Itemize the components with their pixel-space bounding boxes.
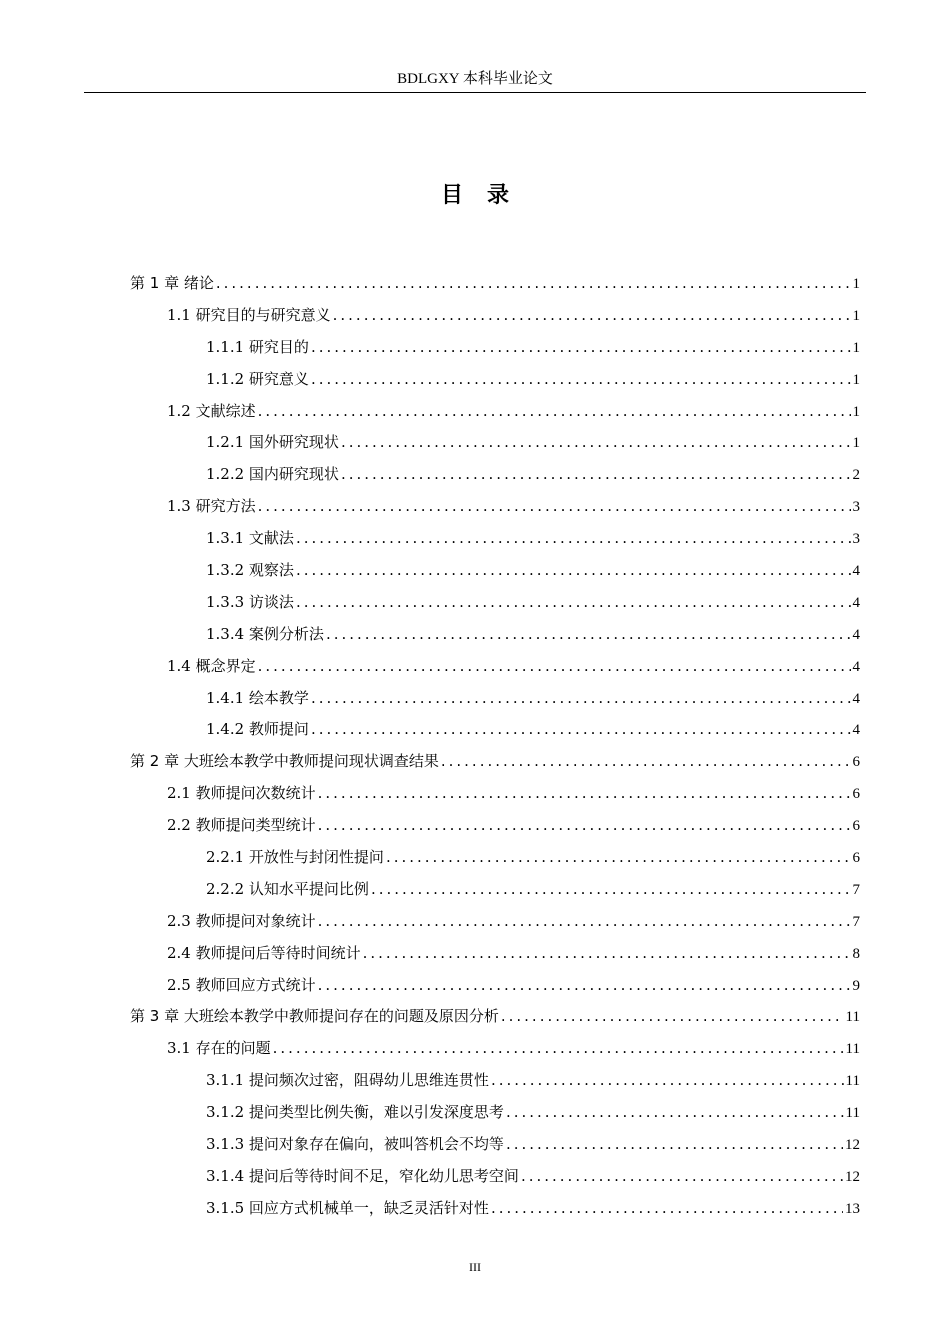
toc-entry-label: 3.1.3 提问对象存在偏向，被叫答机会不均等	[206, 1135, 504, 1154]
toc-leader-dots	[341, 427, 851, 459]
toc-entry-page: 3	[852, 499, 860, 516]
toc-leader-dots	[216, 268, 851, 300]
toc-entry-page: 12	[845, 1137, 860, 1154]
toc-entry[interactable]	[130, 746, 860, 778]
toc-entry-label: 第 1 章 绪论	[130, 274, 214, 292]
toc-leader-dots	[491, 1065, 844, 1097]
toc-entry-page: 2	[852, 467, 860, 484]
page-number: III	[469, 1260, 481, 1274]
page-title: 目录	[440, 183, 533, 208]
table-of-contents	[130, 268, 860, 1225]
toc-entry-label: 3.1.5 回应方式机械单一，缺乏灵活针对性	[206, 1198, 489, 1217]
toc-entry-page: 6	[852, 850, 860, 867]
toc-leader-dots	[521, 1161, 843, 1193]
toc-entry[interactable]	[130, 714, 860, 746]
toc-leader-dots	[333, 300, 851, 332]
toc-entry-page: 6	[852, 818, 860, 835]
toc-entry-label: 1.3.2 观察法	[206, 561, 294, 580]
toc-entry[interactable]	[130, 778, 860, 810]
toc-entry-page: 1	[852, 339, 860, 356]
toc-entry-page: 11	[845, 1073, 860, 1090]
toc-leader-dots	[341, 459, 851, 491]
toc-entry[interactable]	[130, 268, 860, 300]
toc-leader-dots	[258, 651, 851, 683]
toc-leader-dots	[506, 1097, 844, 1129]
toc-entry-label: 2.1 教师提问次数统计	[167, 784, 316, 803]
toc-entry[interactable]	[130, 300, 860, 332]
toc-entry-label: 1.3 研究方法	[167, 497, 256, 516]
toc-entry-label: 1.1.2 研究意义	[206, 369, 309, 388]
toc-leader-dots	[441, 746, 851, 778]
toc-leader-dots	[311, 364, 851, 396]
toc-leader-dots	[296, 523, 851, 555]
toc-leader-dots	[318, 810, 851, 842]
toc-entry-label: 1.1 研究目的与研究意义	[167, 305, 331, 324]
toc-entry[interactable]	[130, 1033, 860, 1065]
toc-entry-label: 2.5 教师回应方式统计	[167, 975, 316, 994]
toc-entry-label: 3.1.1 提问频次过密，阻碍幼儿思维连贯性	[206, 1071, 489, 1090]
toc-leader-dots	[258, 491, 851, 523]
toc-entry-label: 2.3 教师提问对象统计	[167, 911, 316, 930]
toc-entry-label: 1.2.2 国内研究现状	[206, 465, 339, 484]
toc-entry-label: 2.2.1 开放性与封闭性提问	[206, 848, 384, 867]
toc-entry-label: 2.2.2 认知水平提问比例	[206, 879, 369, 898]
toc-entry-page: 3	[852, 531, 860, 548]
toc-entry[interactable]	[130, 1193, 860, 1225]
toc-entry[interactable]	[130, 396, 860, 428]
toc-entry-label: 2.2 教师提问类型统计	[167, 816, 316, 835]
toc-entry-page: 1	[852, 403, 860, 420]
toc-leader-dots	[311, 714, 851, 746]
toc-leader-dots	[371, 874, 851, 906]
toc-entry-page: 4	[852, 626, 860, 643]
toc-leader-dots	[318, 906, 851, 938]
toc-leader-dots	[318, 970, 851, 1002]
toc-entry[interactable]	[130, 523, 860, 555]
toc-leader-dots	[273, 1033, 844, 1065]
toc-entry-page: 13	[845, 1200, 860, 1217]
toc-entry-page: 1	[852, 276, 860, 292]
toc-leader-dots	[296, 587, 851, 619]
toc-entry[interactable]	[130, 651, 860, 683]
toc-leader-dots	[326, 619, 851, 651]
toc-entry-page: 7	[852, 913, 860, 930]
toc-entry[interactable]	[130, 459, 860, 491]
toc-entry-page: 6	[852, 786, 860, 803]
toc-entry[interactable]	[130, 1065, 860, 1097]
toc-entry-page: 6	[852, 754, 860, 771]
toc-entry[interactable]	[130, 842, 860, 874]
toc-entry-page: 1	[852, 371, 860, 388]
page-header: BDLGXY 本科毕业论文	[84, 66, 866, 93]
toc-entry[interactable]	[130, 619, 860, 651]
toc-leader-dots	[491, 1193, 843, 1225]
toc-entry[interactable]	[130, 810, 860, 842]
toc-leader-dots	[311, 683, 851, 715]
toc-entry-page: 11	[845, 1009, 860, 1026]
toc-leader-dots	[318, 778, 851, 810]
toc-entry[interactable]	[130, 1097, 860, 1129]
toc-entry-label: 3.1.2 提问类型比例失衡，难以引发深度思考	[206, 1103, 504, 1122]
toc-leader-dots	[506, 1129, 843, 1161]
toc-leader-dots	[258, 396, 851, 428]
toc-entry-label: 1.2.1 国外研究现状	[206, 433, 339, 452]
toc-entry-page: 4	[852, 594, 860, 611]
toc-entry-page: 4	[852, 563, 860, 580]
toc-entry-page: 4	[852, 722, 860, 739]
toc-entry-label: 1.4.1 绘本教学	[206, 688, 309, 707]
toc-entry-label: 第 3 章 大班绘本教学中教师提问存在的问题及原因分析	[130, 1007, 499, 1026]
toc-entry-page: 1	[852, 307, 860, 324]
toc-entry[interactable]	[130, 1161, 860, 1193]
toc-entry-page: 8	[852, 945, 860, 962]
toc-entry-label: 1.3.1 文献法	[206, 529, 294, 548]
toc-entry[interactable]	[130, 555, 860, 587]
toc-entry[interactable]	[130, 683, 860, 715]
toc-leader-dots	[296, 555, 851, 587]
toc-entry-label: 1.3.3 访谈法	[206, 592, 294, 611]
toc-entry-page: 11	[845, 1105, 860, 1122]
toc-entry[interactable]	[130, 906, 860, 938]
toc-entry-label: 1.3.4 案例分析法	[206, 624, 324, 643]
toc-entry-page: 4	[852, 690, 860, 707]
toc-entry-label: 第 2 章 大班绘本教学中教师提问现状调查结果	[130, 752, 439, 771]
toc-entry-label: 1.4.2 教师提问	[206, 720, 309, 739]
toc-entry-page: 11	[845, 1041, 860, 1058]
toc-entry[interactable]	[130, 491, 860, 523]
toc-entry-label: 3.1.4 提问后等待时间不足，窄化幼儿思考空间	[206, 1166, 519, 1185]
toc-entry[interactable]	[130, 970, 860, 1002]
toc-entry[interactable]	[130, 938, 860, 970]
toc-entry[interactable]	[130, 1001, 860, 1033]
toc-entry-page: 4	[852, 658, 860, 675]
toc-leader-dots	[501, 1001, 844, 1033]
toc-entry[interactable]	[130, 332, 860, 364]
toc-entry-page: 9	[852, 977, 860, 994]
toc-entry-label: 3.1 存在的问题	[167, 1039, 271, 1058]
toc-entry[interactable]	[130, 364, 860, 396]
toc-entry-page: 12	[845, 1168, 860, 1185]
toc-entry-page: 1	[852, 435, 860, 452]
toc-entry-page: 7	[852, 881, 860, 898]
toc-entry-label: 1.4 概念界定	[167, 656, 256, 675]
toc-entry-label: 2.4 教师提问后等待时间统计	[167, 943, 361, 962]
toc-leader-dots	[311, 332, 851, 364]
toc-entry[interactable]	[130, 427, 860, 459]
toc-entry-label: 1.1.1 研究目的	[206, 337, 309, 356]
toc-leader-dots	[363, 938, 851, 970]
toc-entry-label: 1.2 文献综述	[167, 401, 256, 420]
toc-entry[interactable]	[130, 874, 860, 906]
toc-leader-dots	[386, 842, 851, 874]
toc-entry[interactable]	[130, 587, 860, 619]
toc-entry[interactable]	[130, 1129, 860, 1161]
